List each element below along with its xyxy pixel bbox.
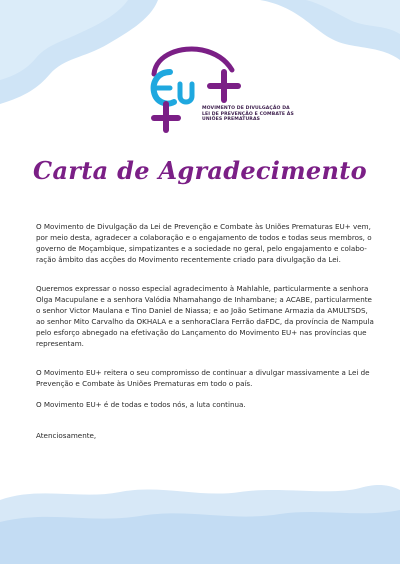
text-line: Atenciosamente, <box>36 431 97 440</box>
text-line: O Movimento EU+ reitera o seu compromisso de continuar a divulgar massivamente a Lei de <box>36 368 370 377</box>
org-name-line: LEI DE PREVENÇÃO E COMBATE ÀS <box>202 111 294 117</box>
paragraph-special-thanks <box>36 283 374 350</box>
letter-title: Carta de Agradecimento <box>33 156 367 185</box>
text-line: o senhor Victor Maulana e Tino Daniel de Niassa; e ao João Setimane Armazia da AMULTSDS, <box>36 306 368 316</box>
paragraph-gratitude <box>36 221 370 265</box>
text-line: por meio desta, agradecer a colaboração e o engajamento de todos e todas seus membros, o <box>36 233 372 243</box>
text-line: O Movimento EU+ é de todas e todos nós, a luta continua. <box>36 400 246 409</box>
text-line: ração âmbito das acções do Movimento recentemente criado para divulgação da Lei. <box>36 255 341 265</box>
text-line: O Movimento de Divulgação da Lei de Prevenção e Combate às Uniões Prematuras EU+ vem, <box>36 222 371 231</box>
text-line: Prevenção e Combate às Uniões Prematuras em todo o país. <box>36 379 253 389</box>
paragraph-commitment <box>36 367 370 389</box>
text-line: Olga Macupulane e a senhora Valódia Nhamahango de Inhambane; a ACABE, particularmente <box>36 295 372 305</box>
text-line: Queremos expressar o nosso especial agradecimento à Mahlahle, particularmente a senhora <box>36 284 369 293</box>
paragraph-slogan <box>36 399 370 410</box>
org-name-line: MOVIMENTO DE DIVULGAÇÃO DA <box>202 106 290 111</box>
text-line: pelo esforço abnegado na efetivação do Lançamento do Movimento EU+ nas províncias que <box>36 328 367 338</box>
closing <box>36 430 370 441</box>
text-line: ao senhor Mito Carvalho da OKHALA e a senhoraClara Ferrão daFDC, da província de Nampula <box>36 317 374 327</box>
text-line: representam. <box>36 339 84 349</box>
organization-name <box>202 106 294 123</box>
org-name-line: UNIÕES PREMATURAS <box>202 117 261 123</box>
text-line: governo de Moçambique, simpatizantes e a sociedade no geral, pelo engajamento e colabo- <box>36 244 367 254</box>
